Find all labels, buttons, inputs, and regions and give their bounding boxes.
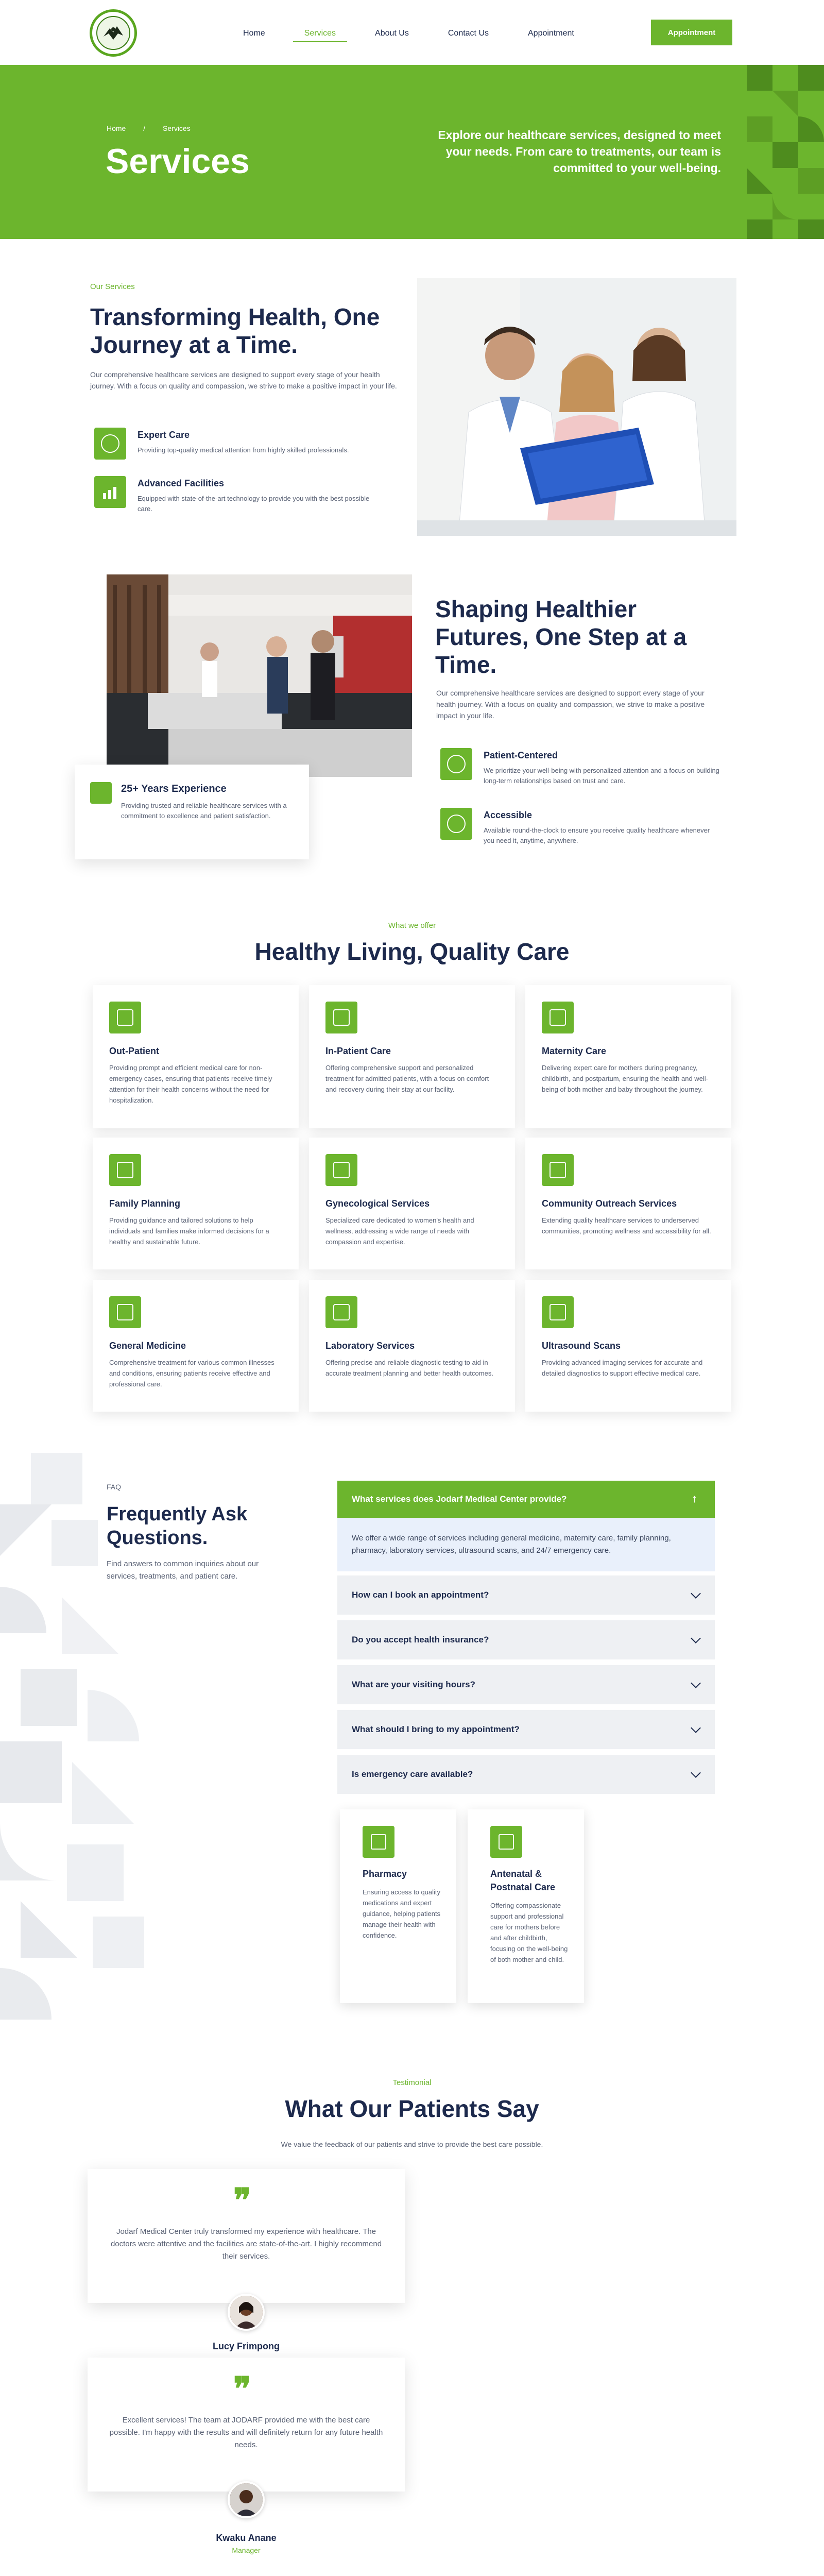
appointment-button[interactable]: Appointment — [651, 20, 732, 45]
testimonial-name: Kwaku Anane — [216, 2533, 277, 2543]
testimonial-role: Manager — [232, 2546, 261, 2554]
service-title: Maternity Care — [542, 1046, 607, 1056]
service-title: Out-Patient — [109, 1046, 159, 1056]
experience-card — [75, 765, 309, 859]
doctors-photo — [417, 278, 736, 536]
testimonial-subtitle: We value the feedback of our patients and strive to provide the best care possible. — [281, 2140, 543, 2148]
experience-desc: Providing trusted and reliable healthcare services with a commitment to excellence and patient satisfaction. — [121, 802, 287, 820]
testimonial-name: Lucy Frimpong — [213, 2341, 280, 2351]
futures-body: Our comprehensive healthcare services are designed to support every stage of your health journey. With a focus on quality and compassion, we strive to make a positive impact in your life. — [436, 689, 705, 720]
service-desc: Specialized care dedicated to women's health and wellness, addressing a wide range of needs with compassion and expertise. — [325, 1216, 474, 1246]
nav-appointment[interactable]: Appointment — [528, 29, 574, 38]
hero-banner — [0, 65, 824, 239]
expert-care-icon — [94, 428, 126, 460]
service-desc: Extending quality healthcare services to underserved communities, promoting wellness and accessibility for all. — [542, 1216, 711, 1235]
breadcrumb — [107, 124, 206, 132]
faq-body: Find answers to common inquiries about our services, treatments, and patient care. — [107, 1560, 259, 1581]
breadcrumb-current: Services — [163, 124, 191, 132]
nav-contact[interactable]: Contact Us — [448, 29, 489, 38]
service-desc: Comprehensive treatment for various common illnesses and conditions, ensuring patients receive effective and professional care. — [109, 1359, 274, 1388]
service-card-pharmacy[interactable] — [340, 1809, 456, 2003]
service-desc: Offering compassionate support and professional care for mothers before and after childbirth, focusing on the well-being of both mother and child. — [490, 1902, 568, 1963]
family-icon — [109, 1154, 141, 1186]
faq-question: Do you accept health insurance? — [352, 1635, 489, 1645]
quote-icon: ❞ — [233, 2181, 251, 2220]
intro-label: Our Services — [90, 282, 135, 291]
service-title: Ultrasound Scans — [542, 1341, 621, 1351]
service-card-ultrasound[interactable] — [525, 1280, 731, 1412]
futures-title: Shaping Healthier Futures, One Step at a Time. — [435, 596, 687, 678]
award-icon — [90, 782, 112, 804]
nav-home[interactable]: Home — [243, 29, 265, 38]
feature-title: Advanced Facilities — [138, 478, 225, 488]
chevron-down-icon — [691, 1633, 701, 1643]
testimonial-card — [88, 2358, 405, 2492]
testimonial-card — [88, 2169, 405, 2303]
maternity-icon — [542, 1002, 574, 1033]
service-card-family-planning[interactable] — [93, 1138, 299, 1269]
pharmacy-icon — [363, 1826, 394, 1858]
out-patient-icon — [109, 1002, 141, 1033]
chevron-down-icon — [691, 1723, 701, 1733]
service-card-in-patient[interactable] — [309, 985, 515, 1128]
testimonial-label: Testimonial — [392, 2078, 432, 2087]
medical-kit-icon — [109, 1296, 141, 1328]
service-card-laboratory[interactable] — [309, 1280, 515, 1412]
feature-advanced-facilities — [94, 476, 403, 517]
chart-icon — [94, 476, 126, 508]
feature-desc: Providing top-quality medical attention from highly skilled professionals. — [138, 446, 349, 454]
faq-question: How can I book an appointment? — [352, 1590, 489, 1600]
clock-icon — [440, 808, 472, 840]
service-desc: Providing guidance and tailored solutions to help individuals and families make informed decisions for a healthy and sustainable future. — [109, 1216, 269, 1246]
faq-item[interactable] — [337, 1755, 715, 1794]
faq-item[interactable] — [337, 1575, 715, 1615]
service-title: Pharmacy — [363, 1869, 407, 1879]
feature-desc: Available round-the-clock to ensure you receive quality healthcare whenever you need it, anytime, anywhere. — [484, 826, 710, 844]
service-card-general-medicine[interactable] — [93, 1280, 299, 1412]
testimonial-title: What Our Patients Say — [285, 2095, 539, 2122]
chevron-down-icon — [691, 1768, 701, 1778]
feature-desc: We prioritize your well-being with personalized attention and a focus on building long-term relationships based on trust and care. — [484, 767, 719, 785]
service-desc: Providing prompt and efficient medical care for non-emergency cases, ensuring that patients receive timely attention for their health concerns without the need for hospitalization. — [109, 1064, 272, 1104]
patient-centered-icon — [440, 748, 472, 780]
feature-title: Accessible — [484, 810, 533, 820]
service-title: Gynecological Services — [325, 1198, 430, 1209]
mother-baby-icon — [490, 1826, 522, 1858]
service-title: General Medicine — [109, 1341, 186, 1351]
faq-item-open[interactable] — [337, 1481, 715, 1518]
page-title: Services — [106, 142, 250, 181]
faq-question: What are your visiting hours? — [352, 1680, 475, 1689]
service-card-maternity[interactable] — [525, 985, 731, 1128]
service-title: Community Outreach Services — [542, 1198, 677, 1209]
service-title: Family Planning — [109, 1198, 181, 1209]
service-desc: Providing advanced imaging services for accurate and detailed diagnostics to support effective medical care. — [542, 1359, 703, 1377]
faq-answer-text: We offer a wide range of services including general medicine, maternity care, family planning, pharmacy, laboratory services, ultrasound scans, and 24/7 emergency care. — [352, 1534, 671, 1555]
faq-title: Frequently Ask Questions. — [107, 1503, 248, 1549]
service-card-community-outreach[interactable] — [525, 1138, 731, 1269]
experience-title: 25+ Years Experience — [121, 783, 227, 794]
decorative-shapes — [747, 65, 824, 239]
lab-icon — [325, 1296, 357, 1328]
faq-question: What should I bring to my appointment? — [352, 1724, 520, 1734]
nav-services[interactable]: Services — [293, 26, 347, 42]
service-desc: Ensuring access to quality medications and expert guidance, helping patients manage their health with confidence. — [363, 1888, 441, 1939]
clinic-reception-photo — [107, 574, 412, 777]
feature-title: Patient-Centered — [484, 750, 558, 760]
feature-desc: Equipped with state-of-the-art technology to provide you with the best possible care. — [138, 495, 370, 513]
service-card-antenatal[interactable] — [468, 1809, 584, 2003]
quote-icon: ❞ — [233, 2370, 251, 2409]
feature-title: Expert Care — [138, 430, 190, 440]
service-desc: Offering precise and reliable diagnostic testing to aid in accurate treatment planning and better health outcomes. — [325, 1359, 493, 1377]
service-card-out-patient[interactable] — [93, 985, 299, 1128]
faq-item[interactable] — [337, 1665, 715, 1704]
intro-body: Our comprehensive healthcare services are designed to support every stage of your health journey. With a focus on quality and compassion, we strive to make a positive impact in your life. — [90, 370, 397, 390]
service-desc: Offering comprehensive support and personalized treatment for admitted patients, with a focus on comfort and recovery during their stay at our facility. — [325, 1064, 489, 1093]
offer-title: Healthy Living, Quality Care — [254, 938, 570, 965]
feature-expert-care — [94, 428, 403, 464]
nav-about[interactable]: About Us — [375, 29, 409, 38]
service-title: Laboratory Services — [325, 1341, 415, 1351]
feature-patient-centered — [440, 748, 729, 789]
avatar — [228, 2481, 265, 2518]
main-nav — [232, 26, 602, 42]
breadcrumb-separator: / — [143, 124, 146, 132]
gynecology-icon — [325, 1154, 357, 1186]
ultrasound-icon — [542, 1296, 574, 1328]
feature-accessible — [440, 808, 729, 849]
service-card-gynecological[interactable] — [309, 1138, 515, 1269]
service-desc: Delivering expert care for mothers during pregnancy, childbirth, and postpartum, ensuring the health and well-being of both mother and baby throughout the journey. — [542, 1064, 709, 1093]
faq-item[interactable] — [337, 1710, 715, 1749]
hero-tagline: Explore our healthcare services, designed to meet your needs. From care to treatments, our team is committed to your well-being. — [438, 128, 721, 175]
offer-label: What we offer — [388, 921, 436, 930]
chevron-down-icon — [691, 1678, 701, 1688]
avatar — [228, 2294, 265, 2331]
logo[interactable] — [90, 9, 137, 57]
arrow-up-icon: ↑ — [692, 1492, 697, 1505]
testimonial-text: Jodarf Medical Center truly transformed my experience with healthcare. The doctors were attentive and the facilities are state-of-the-art. I highly recommend their services. — [110, 2227, 382, 2261]
chevron-down-icon — [691, 1588, 701, 1599]
faq-answer — [337, 1518, 715, 1571]
breadcrumb-home[interactable]: Home — [107, 124, 126, 132]
heartbeat-icon — [325, 1002, 357, 1033]
service-title: Antenatal & Postnatal Care — [490, 1869, 556, 1892]
intro-title: Transforming Health, One Journey at a Time. — [90, 303, 380, 358]
faq-label: FAQ — [107, 1483, 122, 1491]
community-icon — [542, 1154, 574, 1186]
site-header — [0, 0, 824, 65]
faq-question: Is emergency care available? — [352, 1769, 473, 1779]
faq-item[interactable] — [337, 1620, 715, 1659]
testimonial-text: Excellent services! The team at JODARF provided me with the best care possible. I'm happy with the results and will definitely return for any future health needs. — [109, 2416, 383, 2449]
faq-question: What services does Jodarf Medical Center provide? — [352, 1494, 567, 1504]
service-title: In-Patient Care — [325, 1046, 391, 1056]
